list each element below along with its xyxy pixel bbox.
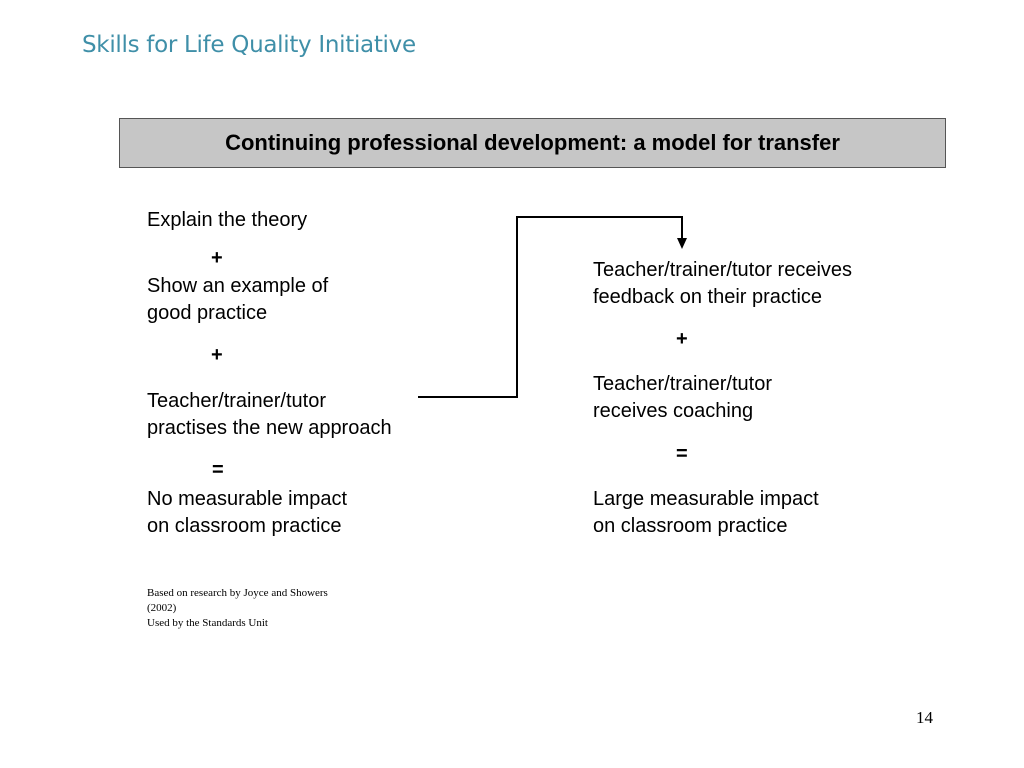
source-note bbox=[147, 586, 328, 631]
left-result-line1: No measurable impact bbox=[147, 488, 348, 510]
right-step-coaching-line2: receives coaching bbox=[593, 400, 754, 422]
left-step-explain-theory: Explain the theory bbox=[147, 209, 308, 231]
right-result-line1: Large measurable impact bbox=[593, 488, 819, 510]
source-note-line2: (2002) bbox=[147, 602, 177, 614]
source-note-line3: Used by the Standards Unit bbox=[147, 617, 268, 629]
left-step-show-example-line2: good practice bbox=[147, 302, 268, 324]
left-step-practise-line1: Teacher/trainer/tutor bbox=[147, 390, 326, 412]
right-plus: + bbox=[676, 328, 688, 350]
right-equals: = bbox=[676, 443, 688, 465]
connector-line bbox=[418, 217, 682, 397]
right-step-coaching-line1: Teacher/trainer/tutor bbox=[593, 373, 772, 395]
page-number: 14 bbox=[916, 708, 933, 727]
brand-logo-text: Skills for Life Quality Initiative bbox=[82, 32, 416, 58]
right-step-feedback-line1: Teacher/trainer/tutor receives bbox=[593, 259, 853, 281]
left-step-show-example-line1: Show an example of bbox=[147, 275, 329, 297]
left-equals: = bbox=[212, 459, 224, 481]
left-plus-1: + bbox=[211, 247, 223, 269]
slide-title: Continuing professional development: a model for transfer bbox=[225, 130, 840, 155]
source-note-line1: Based on research by Joyce and Showers bbox=[147, 587, 328, 599]
left-result-line2: on classroom practice bbox=[147, 515, 342, 537]
left-plus-2: + bbox=[211, 344, 223, 366]
right-step-feedback-line2: feedback on their practice bbox=[593, 286, 823, 308]
arrow-head-icon bbox=[677, 238, 687, 249]
left-step-practise-line2: practises the new approach bbox=[147, 417, 392, 439]
right-result-line2: on classroom practice bbox=[593, 515, 788, 537]
